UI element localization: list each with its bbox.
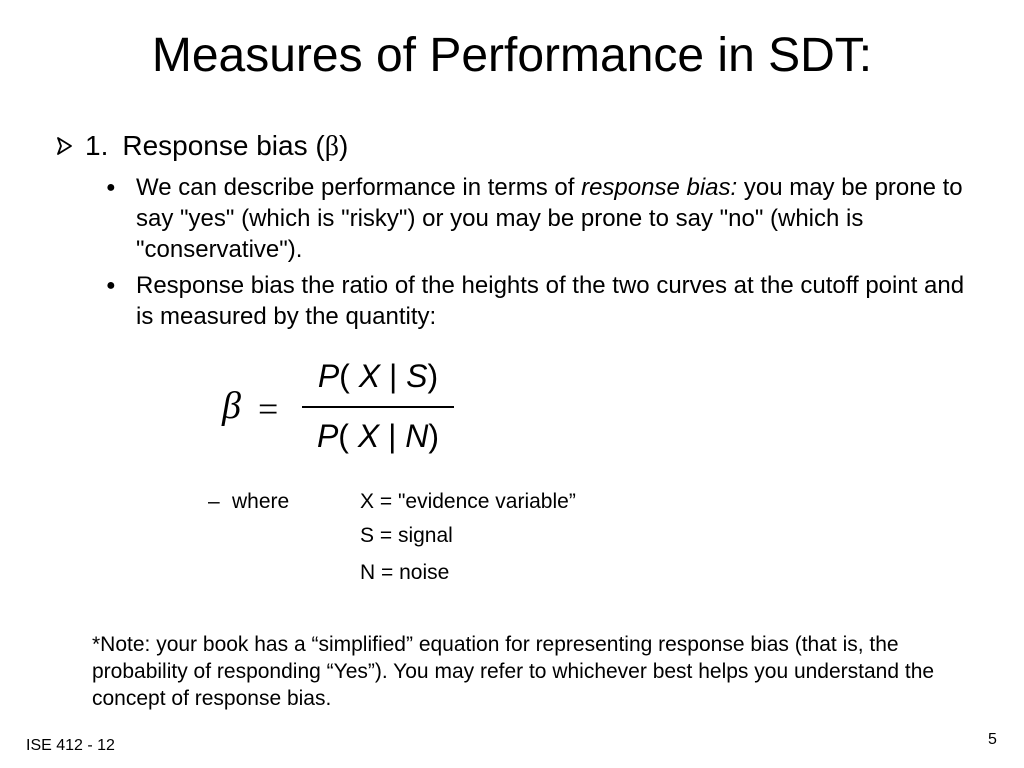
beta-formula (222, 356, 462, 466)
bullet-text: Response bias the ratio of the heights of the two curves at the cutoff point and is measured by the quantity: (136, 272, 965, 330)
footer-page-number: 5 (988, 731, 997, 748)
bullet-dot-icon: ● (106, 179, 116, 196)
definition-n: N = noise (360, 561, 450, 584)
bullet-text-post: you may be prone to say "yes" (which is "risky") or you may be prone to say "no" (which is "conservative"). (136, 174, 963, 263)
formula-denominator: P( X | N) (316, 418, 440, 454)
dash-bullet: – (208, 490, 220, 513)
where-text: where (232, 490, 290, 513)
formula-equals: = (258, 389, 279, 429)
heading-text: Response bias ( (122, 130, 325, 161)
formula-fraction-bar (302, 406, 454, 408)
formula-numerator: P( X | S) (317, 358, 439, 394)
note-text: *Note: your book has a “simplified” equation for representing response bias (that is, the probability of responding “Yes”). You may refer to whichever best helps you understand the concept of response bias. (92, 633, 935, 710)
heading-number: 1. (85, 130, 109, 161)
bullet-response-bias-description (106, 172, 986, 265)
bullet-text-emphasis: response bias: (581, 174, 738, 201)
heading-response-bias (55, 128, 348, 165)
bullet-dot-icon: ● (106, 277, 116, 294)
arrow-bullet-icon (55, 128, 85, 164)
heading-beta-symbol: β (324, 131, 339, 162)
bullet-text-pre: We can describe performance in terms of (136, 174, 582, 201)
slide-title: Measures of Performance in SDT: (151, 29, 873, 82)
definition-x: X = "evidence variable” (360, 490, 576, 513)
formula-lhs-beta: β (222, 385, 241, 427)
footer-course: ISE 412 - 12 (26, 737, 115, 754)
heading-close-paren: ) (338, 130, 349, 161)
where-label (208, 489, 289, 515)
bullet-response-bias-ratio (106, 270, 986, 332)
definition-s: S = signal (360, 524, 453, 547)
